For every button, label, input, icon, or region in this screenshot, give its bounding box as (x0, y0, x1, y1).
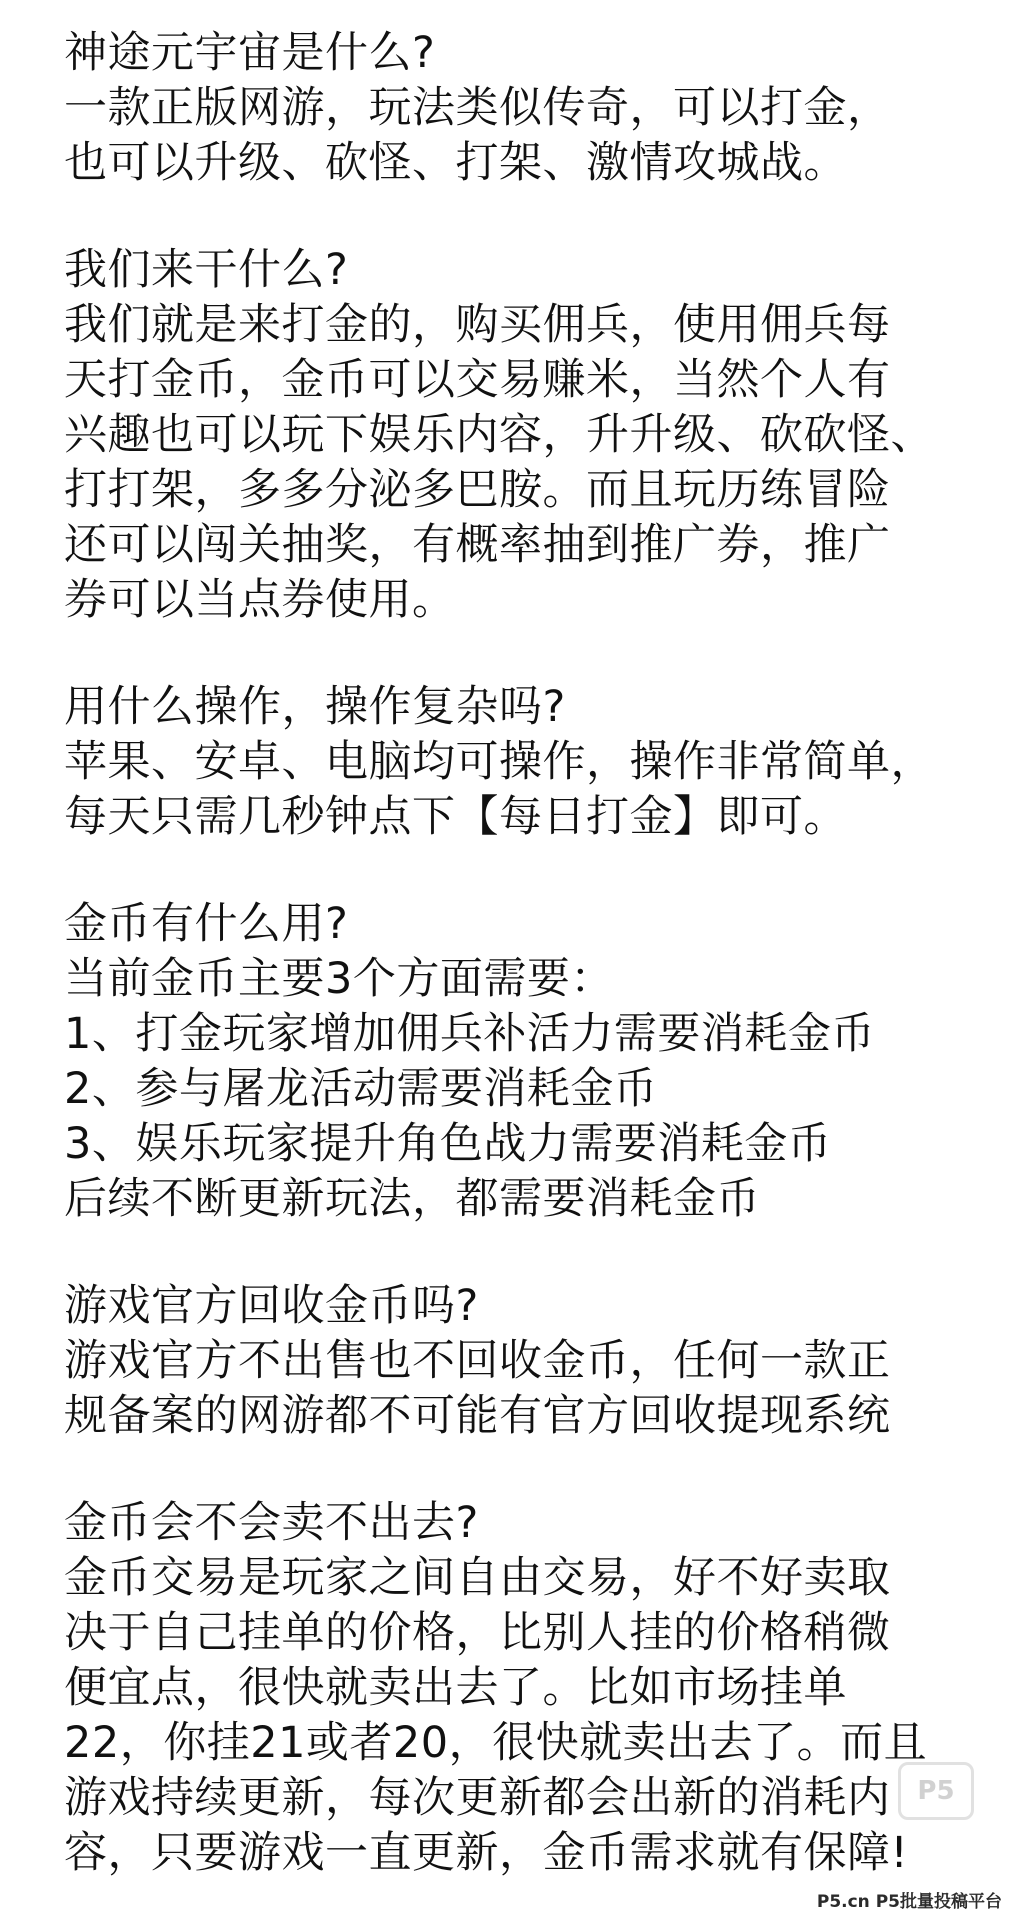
faq-answer-line: 当前金币主要3个方面需要： (64, 954, 614, 1004)
watermark-logo-icon: P5 (898, 1762, 974, 1820)
faq-answer-line: 一款正版网游，玩法类似传奇，可以打金， (64, 83, 891, 133)
paragraph-gap (64, 628, 994, 680)
faq-section-6 (64, 1496, 994, 1881)
faq-answer-line: 便宜点，很快就卖出去了。比如市场挂单 (64, 1663, 847, 1713)
faq-answer-line: 苹果、安卓、电脑均可操作，操作非常简单， (64, 737, 934, 787)
faq-question: 神途元宇宙是什么? (64, 28, 436, 78)
faq-answer-line: 容，只要游戏一直更新，金币需求就有保障! (64, 1828, 909, 1878)
faq-answer-line: 兴趣也可以玩下娱乐内容，升升级、砍砍怪、 (64, 410, 934, 460)
faq-question: 我们来干什么? (64, 245, 349, 295)
faq-answer-line: 规备案的网游都不可能有官方回收提现系统 (64, 1391, 891, 1441)
faq-section-5 (64, 1279, 994, 1444)
faq-answer-line: 我们就是来打金的，购买佣兵，使用佣兵每 (64, 300, 891, 350)
faq-question: 用什么操作，操作复杂吗? (64, 682, 566, 732)
faq-answer-line: 金币交易是玩家之间自由交易，好不好卖取 (64, 1553, 891, 1603)
watermark-text: P5.cn P5批量投稿平台 (813, 1885, 1006, 1914)
faq-answer-line: 后续不断更新玩法，都需要消耗金币 (64, 1174, 760, 1224)
faq-answer-line: 2、参与屠龙活动需要消耗金币 (64, 1064, 658, 1114)
faq-answer-line: 游戏持续更新，每次更新都会出新的消耗内 (64, 1773, 891, 1823)
paragraph-gap (64, 845, 994, 897)
faq-answer-line: 券可以当点券使用。 (64, 575, 456, 625)
faq-answer-line: 天打金币，金币可以交易赚米，当然个人有 (64, 355, 891, 405)
faq-answer-line: 打打架，多多分泌多巴胺。而且玩历练冒险 (64, 465, 891, 515)
faq-answer-line: 游戏官方不出售也不回收金币，任何一款正 (64, 1336, 891, 1386)
faq-answer-line: 还可以闯关抽奖，有概率抽到推广券，推广 (64, 520, 891, 570)
document-body (64, 26, 994, 1881)
faq-question: 游戏官方回收金币吗? (64, 1281, 479, 1331)
faq-section-1 (64, 26, 994, 191)
paragraph-gap (64, 191, 994, 243)
faq-answer-line: 22，你挂21或者20，很快就卖出去了。而且 (64, 1718, 928, 1768)
faq-answer-line: 也可以升级、砍怪、打架、激情攻城战。 (64, 138, 847, 188)
faq-section-3 (64, 680, 994, 845)
paragraph-gap (64, 1444, 994, 1496)
faq-question: 金币会不会卖不出去? (64, 1498, 479, 1548)
faq-section-2 (64, 243, 994, 628)
paragraph-gap (64, 1227, 994, 1279)
faq-answer-line: 1、打金玩家增加佣兵补活力需要消耗金币 (64, 1009, 875, 1059)
faq-answer-line: 决于自己挂单的价格，比别人挂的价格稍微 (64, 1608, 891, 1658)
faq-answer-line: 3、娱乐玩家提升角色战力需要消耗金币 (64, 1119, 832, 1169)
faq-question: 金币有什么用? (64, 899, 349, 949)
faq-answer-line: 每天只需几秒钟点下【每日打金】即可。 (64, 792, 847, 842)
faq-section-4 (64, 897, 994, 1227)
